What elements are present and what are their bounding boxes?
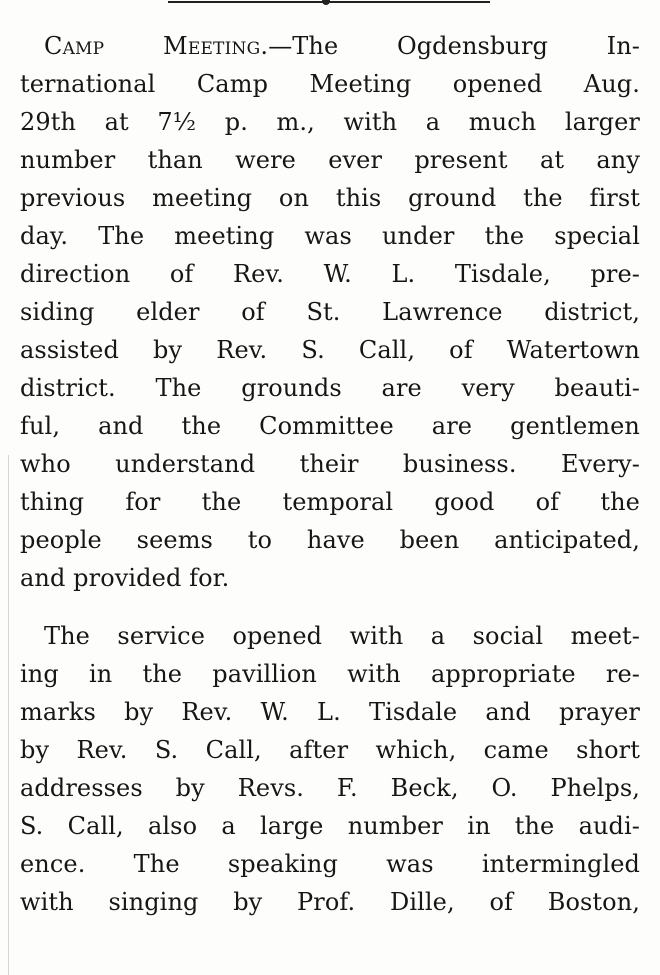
article-line: siding elder of St. Lawrence district, xyxy=(20,298,640,326)
article-line: The service opened with a social meet- xyxy=(44,622,640,650)
article-line: by Rev. S. Call, after which, came short xyxy=(20,736,640,764)
article-line: and provided for. xyxy=(20,564,230,592)
article-line: S. Call, also a large number in the audi- xyxy=(20,812,640,840)
paragraph-gap xyxy=(20,597,640,617)
article-line xyxy=(20,27,640,65)
article-line: direction of Rev. W. L. Tisdale, pre- xyxy=(20,260,640,288)
article-line: ence. The speaking was intermingled xyxy=(20,850,640,878)
article-headline: Camp Meeting. xyxy=(44,32,269,60)
article-line: ing in the pavillion with appropriate re- xyxy=(20,660,640,688)
article-line: number than were ever present at any xyxy=(20,146,640,174)
article-line: day. The meeting was under the special xyxy=(20,222,640,250)
article-line: with singing by Prof. Dille, of Boston, xyxy=(20,888,640,916)
article-line: addresses by Revs. F. Beck, O. Phelps, xyxy=(20,774,640,802)
article-line-text: —The Ogdensburg In- xyxy=(268,32,640,60)
article-line: thing for the temporal good of the xyxy=(20,488,640,516)
article-line: 29th at 7½ p. m., with a much larger xyxy=(20,108,640,136)
article-line: previous meeting on this ground the first xyxy=(20,184,640,212)
article-line: ternational Camp Meeting opened Aug. xyxy=(20,70,640,98)
rule-ornament xyxy=(322,0,330,5)
article-line: people seems to have been anticipated, xyxy=(20,526,640,554)
article-body xyxy=(20,27,640,921)
article-line: who understand their business. Every- xyxy=(20,450,640,478)
article-line: assisted by Rev. S. Call, of Watertown xyxy=(20,336,640,364)
column-edge xyxy=(8,455,9,975)
article-line: ful, and the Committee are gentlemen xyxy=(20,412,640,440)
article-line: district. The grounds are very beauti- xyxy=(20,374,640,402)
article-line: marks by Rev. W. L. Tisdale and prayer xyxy=(20,698,640,726)
